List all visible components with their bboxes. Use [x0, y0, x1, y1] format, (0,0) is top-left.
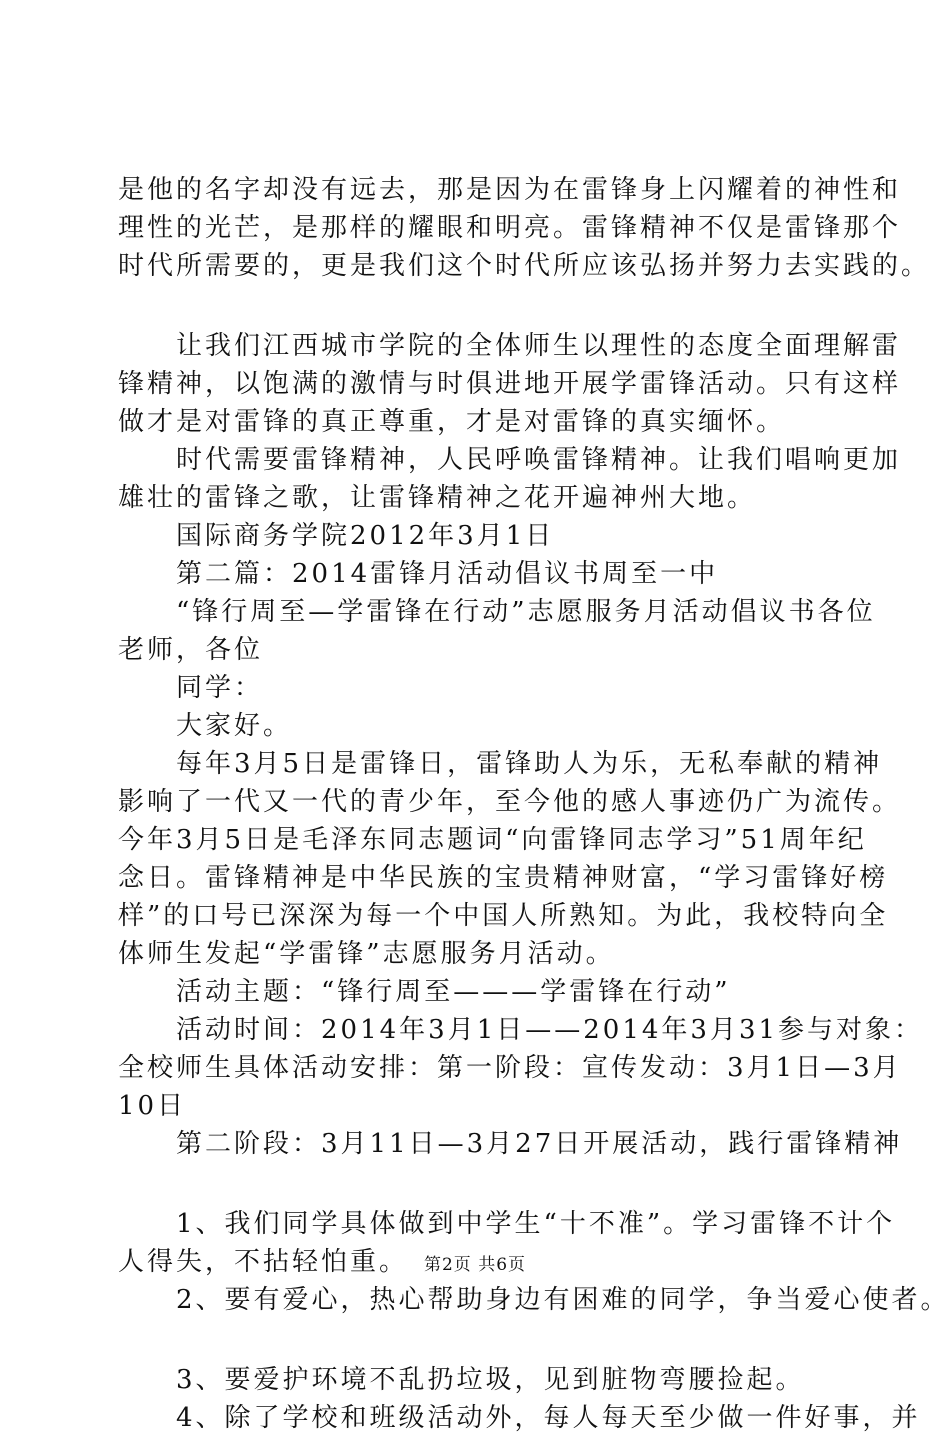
text-line: 理性的光芒，是那样的耀眼和明亮。雷锋精神不仅是雷锋那个 [118, 213, 902, 243]
text-line: 活动时间：2014年3月1日——2014年3月31参与对象： [176, 1015, 924, 1045]
text-line: 今年3月5日是毛泽东同志题词“向雷锋同志学习”51周年纪 [118, 825, 867, 855]
text-line: 念日。雷锋精神是中华民族的宝贵精神财富，“学习雷锋好榜 [118, 863, 889, 893]
text-line: 10日 [118, 1091, 187, 1121]
text-line: 时代所需要的，更是我们这个时代所应该弘扬并努力去实践的。 [118, 251, 931, 281]
text-line: 每年3月5日是雷锋日，雷锋助人为乐，无私奉献的精神 [176, 749, 883, 779]
text-line: 体师生发起“学雷锋”志愿服务月活动。 [118, 939, 615, 969]
text-line: 同学： [176, 673, 264, 703]
text-line: 第二阶段：3月11日—3月27日开展活动，践行雷锋精神 [176, 1129, 903, 1159]
paragraph-gap [118, 1163, 838, 1205]
paragraph-gap [118, 1319, 838, 1361]
text-line: 做才是对雷锋的真正尊重，才是对雷锋的真实缅怀。 [118, 407, 786, 437]
section-heading: 第二篇：2014雷锋月活动倡议书周至一中 [176, 559, 719, 589]
text-line: 雄壮的雷锋之歌，让雷锋精神之花开遍神州大地。 [118, 483, 757, 513]
text-line: 是他的名字却没有远去，那是因为在雷锋身上闪耀着的神性和 [118, 175, 902, 205]
text-line: 大家好。 [176, 711, 293, 741]
page-footer: 第2页 共6页 [423, 1255, 527, 1275]
text-line: “锋行周至—学雷锋在行动”志愿服务月活动倡议书各位 [176, 597, 876, 627]
paragraph-gap [118, 285, 838, 327]
list-item: 1、我们同学具体做到中学生“十不准”。学习雷锋不计个 [176, 1209, 896, 1239]
text-line: 样”的口号已深深为每一个中国人所熟知。为此，我校特向全 [118, 901, 889, 931]
text-line: 人得失，不拈轻怕重。 [118, 1247, 409, 1277]
list-item: 4、除了学校和班级活动外，每人每天至少做一件好事，并 [176, 1403, 921, 1433]
text-line: 影响了一代又一代的青少年，至今他的感人事迹仍广为流传。 [118, 787, 902, 817]
text-line: 全校师生具体活动安排：第一阶段：宣传发动：3月1日—3月 [118, 1053, 902, 1083]
text-line: 时代需要雷锋精神，人民呼唤雷锋精神。让我们唱响更加 [176, 445, 902, 475]
text-line: 国际商务学院2012年3月1日 [176, 521, 555, 551]
list-item: 2、要有爱心，热心帮助身边有困难的同学，争当爱心使者。 [176, 1285, 950, 1315]
document-body [118, 171, 950, 1437]
text-line: 活动主题：“锋行周至———学雷锋在行动” [176, 977, 731, 1007]
text-line: 让我们江西城市学院的全体师生以理性的态度全面理解雷 [176, 331, 902, 361]
text-line: 老师，各位 [118, 635, 264, 665]
text-line: 锋精神，以饱满的激情与时俱进地开展学雷锋活动。只有这样 [118, 369, 902, 399]
list-item: 3、要爱护环境不乱扔垃圾，见到脏物弯腰捡起。 [176, 1365, 805, 1395]
